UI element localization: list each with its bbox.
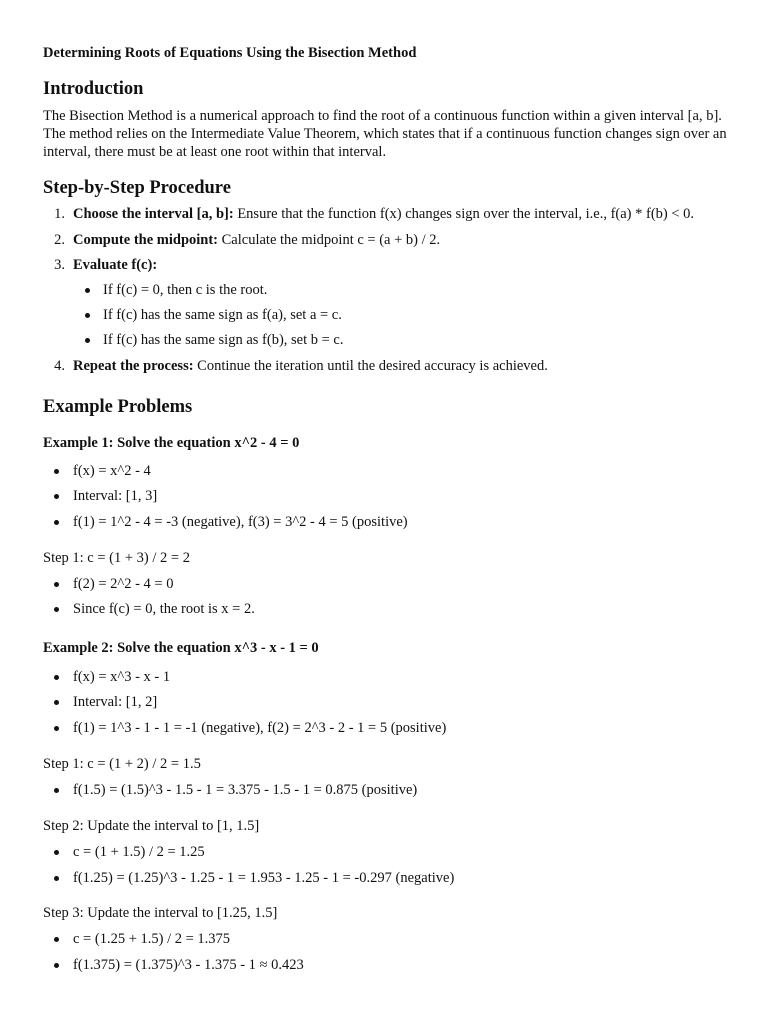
step-label: Compute the midpoint: (73, 232, 219, 248)
bullet-dot (54, 494, 59, 499)
bullet-dot (54, 726, 59, 731)
step-number: 2. (54, 232, 65, 248)
step-text: Continue the iteration until the desired accuracy is achieved. (193, 358, 548, 374)
list-item: c = (1 + 1.5) / 2 = 1.25 (73, 844, 205, 860)
list-item: f(x) = x^2 - 4 (73, 463, 151, 479)
bullet-dot (54, 700, 59, 705)
bullet-dot (85, 288, 90, 293)
step-number: 1. (54, 206, 65, 222)
bullet-dot (54, 850, 59, 855)
bullet-dot (54, 788, 59, 793)
bullet-dot (85, 338, 90, 343)
step-line: Step 2: Update the interval to [1, 1.5] (43, 818, 260, 834)
sub-bullet: If f(c) has the same sign as f(b), set b = c. (103, 332, 344, 348)
bullet-dot (54, 937, 59, 942)
example-1-title: Example 1: Solve the equation x^2 - 4 = 0 (43, 435, 300, 451)
list-item: f(2) = 2^2 - 4 = 0 (73, 576, 174, 592)
list-item: f(1) = 1^3 - 1 - 1 = -1 (negative), f(2) = 2^3 - 2 - 1 = 5 (positive) (73, 720, 447, 736)
step-number: 3. (54, 257, 65, 273)
bullet-dot (54, 675, 59, 680)
list-item: Interval: [1, 2] (73, 694, 158, 710)
bullet-dot (54, 469, 59, 474)
bullet-dot (54, 876, 59, 881)
sub-bullet: If f(c) has the same sign as f(a), set a = c. (103, 307, 342, 323)
step-number: 4. (54, 358, 65, 374)
step-text: Ensure that the function f(x) changes sign over the interval, i.e., f(a) * f(b) < 0. (233, 206, 695, 222)
list-item: f(1.5) = (1.5)^3 - 1.5 - 1 = 3.375 - 1.5 - 1 = 0.875 (positive) (73, 782, 418, 798)
step-text: Calculate the midpoint c = (a + b) / 2. (218, 232, 441, 248)
list-item: f(1.375) = (1.375)^3 - 1.375 - 1 ≈ 0.423 (73, 957, 304, 973)
list-item: c = (1.25 + 1.5) / 2 = 1.375 (73, 931, 231, 947)
step-label: Choose the interval [a, b]: (73, 206, 234, 222)
step-label: Repeat the process: (73, 358, 194, 374)
list-item: Since f(c) = 0, the root is x = 2. (73, 601, 255, 617)
introduction-paragraph: The Bisection Method is a numerical approach to find the root of a continuous function within a given interval [a, b]. The method relies on the Intermediate Value Theorem, which states that if a continuous function changes sign over an interval, there must be at least one root within that interval. (43, 108, 727, 160)
bullet-dot (54, 520, 59, 525)
introduction-heading: Introduction (43, 79, 144, 99)
examples-heading: Example Problems (43, 397, 193, 417)
bullet-dot (54, 963, 59, 968)
step-line: Step 3: Update the interval to [1.25, 1.5] (43, 905, 278, 921)
example-2-title: Example 2: Solve the equation x^3 - x - 1 = 0 (43, 640, 319, 656)
list-item: f(1) = 1^2 - 4 = -3 (negative), f(3) = 3^2 - 4 = 5 (positive) (73, 514, 408, 530)
step-line: Step 1: c = (1 + 3) / 2 = 2 (43, 550, 190, 566)
bullet-dot (54, 607, 59, 612)
bullet-dot (85, 313, 90, 318)
step-label: Evaluate f(c): (73, 257, 158, 273)
bullet-dot (54, 582, 59, 587)
step-line: Step 1: c = (1 + 2) / 2 = 1.5 (43, 756, 201, 772)
document-title: Determining Roots of Equations Using the Bisection Method (43, 45, 417, 61)
list-item: Interval: [1, 3] (73, 488, 158, 504)
sub-bullet: If f(c) = 0, then c is the root. (103, 282, 268, 298)
procedure-heading: Step-by-Step Procedure (43, 178, 231, 198)
list-item: f(1.25) = (1.25)^3 - 1.25 - 1 = 1.953 - 1.25 - 1 = -0.297 (negative) (73, 870, 455, 886)
list-item: f(x) = x^3 - x - 1 (73, 669, 171, 685)
